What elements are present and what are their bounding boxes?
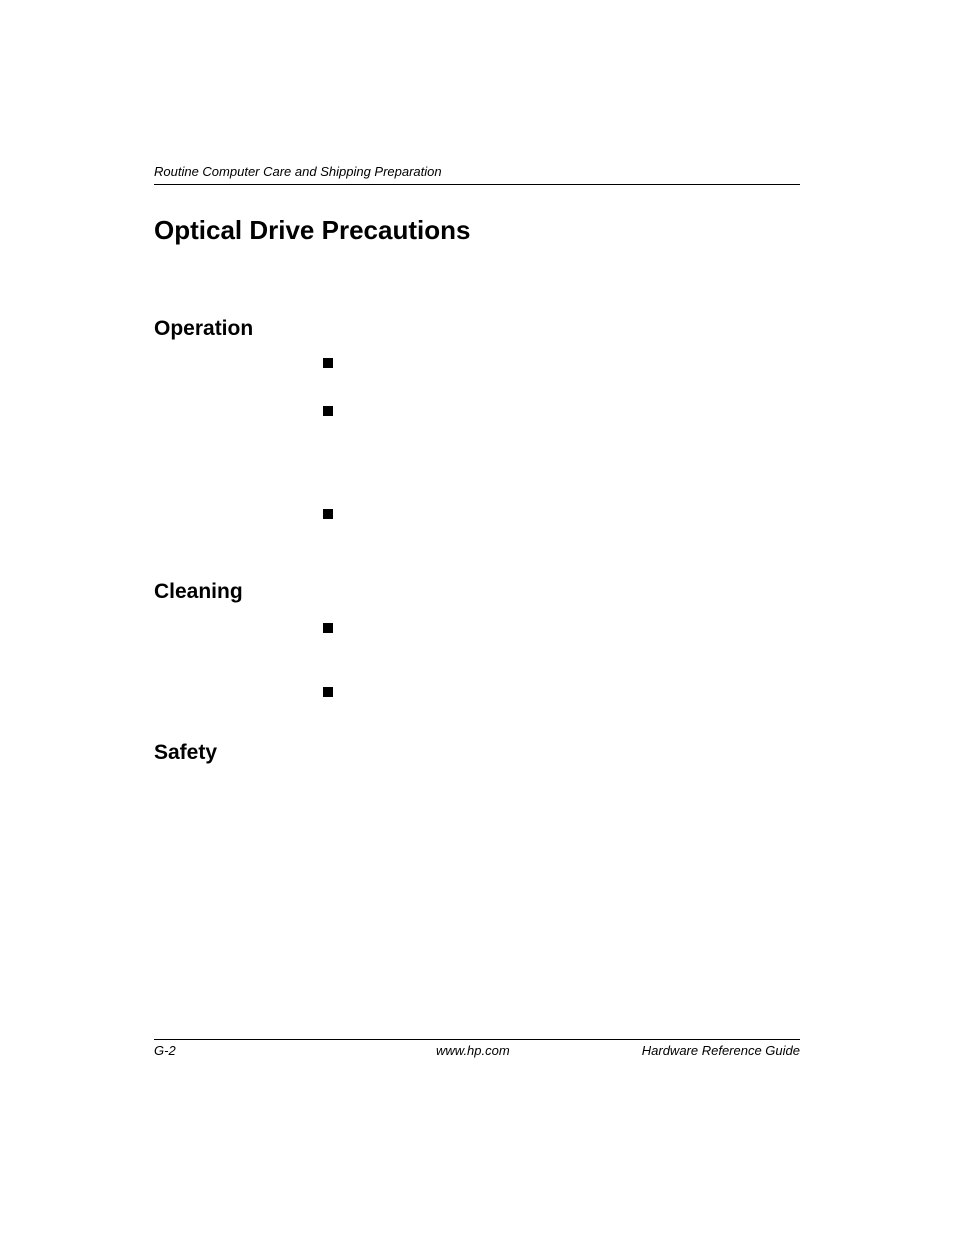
running-header [154,163,800,185]
bullet-icon [323,623,333,633]
footer-guide-title: Hardware Reference Guide [641,1043,800,1058]
section-heading-cleaning: Cleaning [154,580,243,603]
running-footer [154,1039,800,1064]
section-heading-operation: Operation [154,317,254,340]
bullet-icon [323,509,333,519]
bullet-icon [323,358,333,368]
bullet-icon [323,406,333,416]
footer-url: www.hp.com [436,1043,510,1058]
section-heading-safety: Safety [154,741,218,764]
page-number: G-2 [154,1043,176,1058]
running-header-title: Routine Computer Care and Shipping Preparation [154,164,442,179]
bullet-icon [323,687,333,697]
page-title: Optical Drive Precautions [154,215,471,245]
